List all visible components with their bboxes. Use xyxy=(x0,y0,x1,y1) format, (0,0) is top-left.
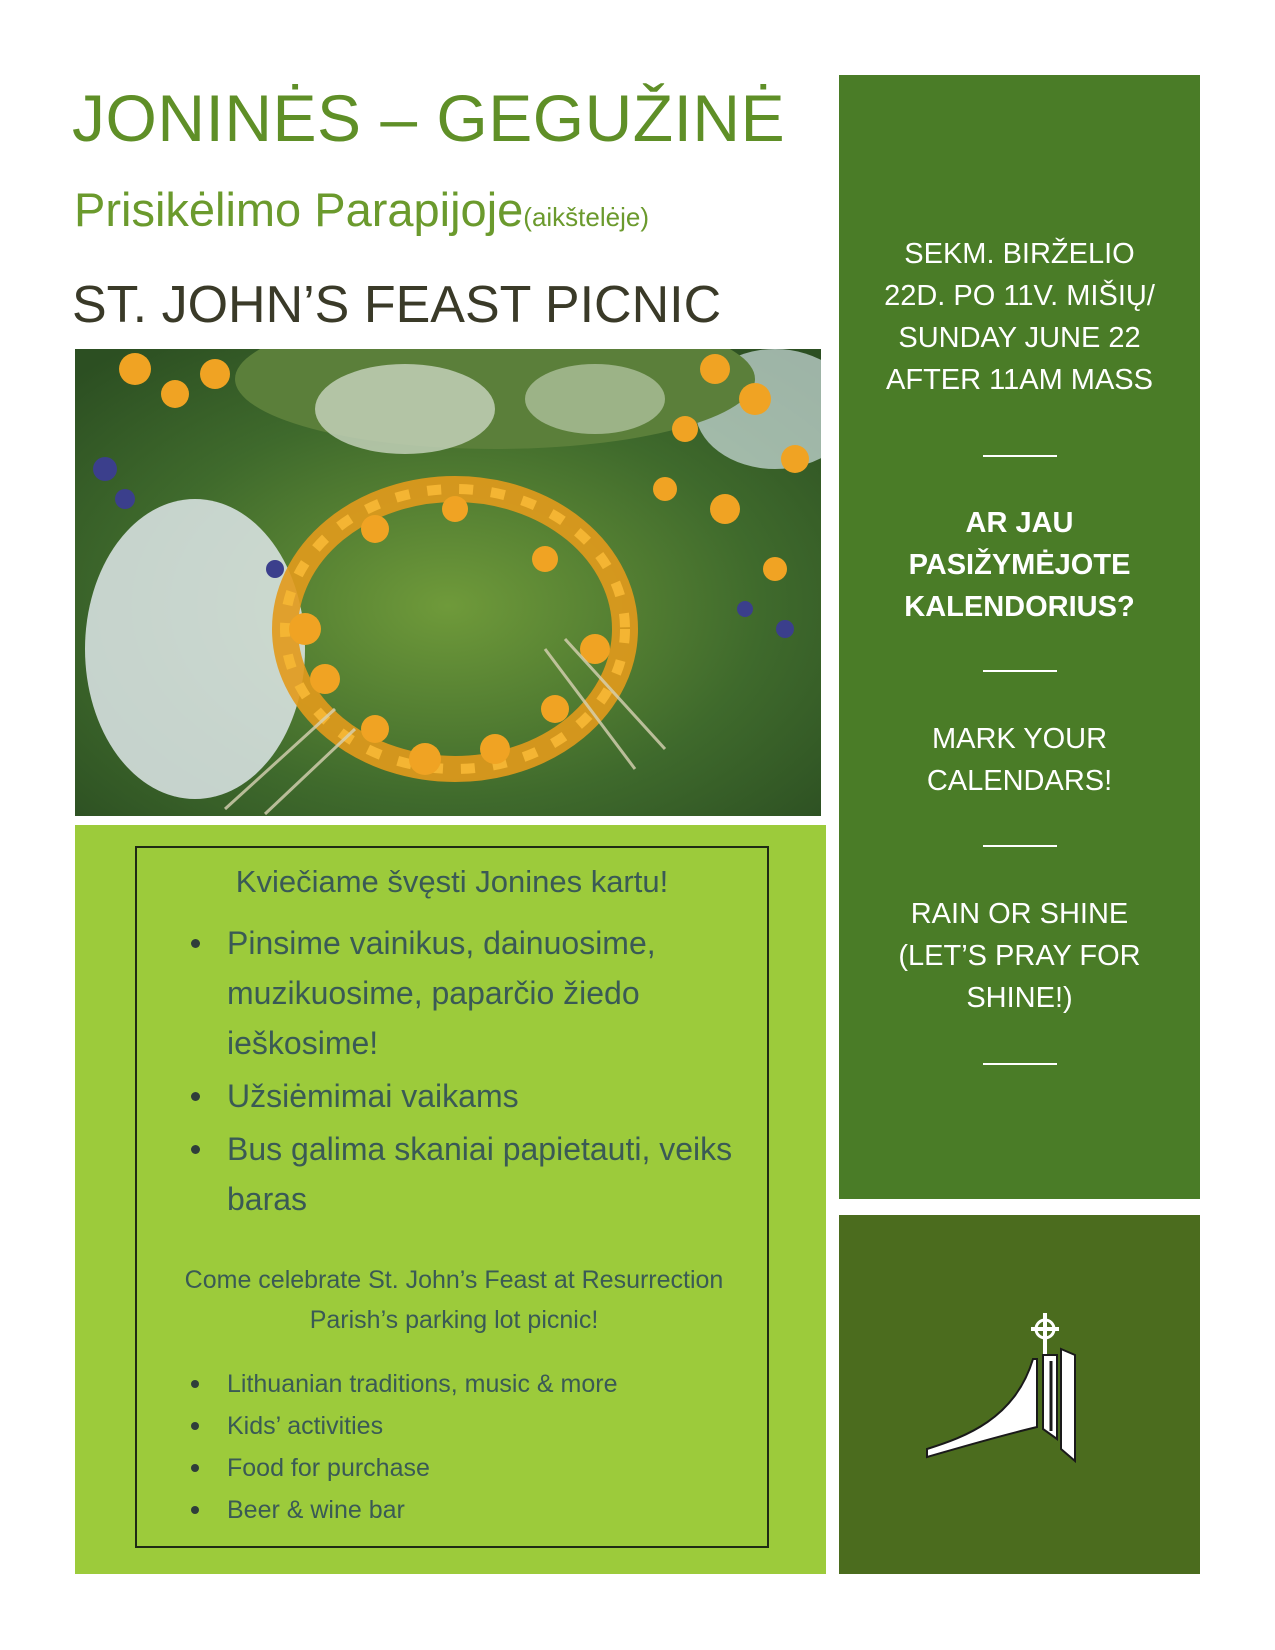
subtitle-location: (aikštelėje) xyxy=(523,202,649,232)
calendar-reminder-en xyxy=(849,718,1190,802)
subtitle-lithuanian xyxy=(74,180,834,247)
parish-logo-panel xyxy=(839,1215,1200,1574)
date-line: SUNDAY JUNE 22 xyxy=(898,322,1141,354)
title-english: ST. JOHN’S FEAST PICNIC xyxy=(72,276,722,334)
invitation-heading-en: Come celebrate St. John’s Feast at Resurrection Parish’s parking lot picnic! xyxy=(184,1266,724,1334)
activities-list-en xyxy=(187,1363,747,1531)
reminder-line: CALENDARS! xyxy=(926,765,1113,797)
weather-note xyxy=(849,893,1190,1019)
calendar-reminder-lt xyxy=(849,502,1190,628)
title-lithuanian: JONINĖS – GEGUŽINĖ xyxy=(72,81,786,155)
church-logo-icon xyxy=(925,1309,1105,1469)
invitation-heading-lt: Kviečiame švęsti Jonines kartu! xyxy=(235,864,669,899)
date-line: 22D. PO 11V. MIŠIŲ/ xyxy=(884,280,1155,312)
divider xyxy=(983,670,1057,672)
weather-line: RAIN OR SHINE xyxy=(910,898,1129,930)
list-item: Užsiėmimai vaikams xyxy=(187,1071,747,1121)
reminder-line: AR JAU xyxy=(965,507,1074,539)
list-item: Kids’ activities xyxy=(187,1405,747,1447)
wreath-illustration xyxy=(75,349,821,816)
event-info-sidebar xyxy=(839,75,1200,1199)
event-date xyxy=(849,233,1190,401)
list-item: Bus galima skaniai papietauti, veiks baras xyxy=(187,1124,747,1224)
flower-wreath-photo xyxy=(75,349,821,816)
invitation-border-box xyxy=(135,846,769,1548)
divider xyxy=(983,455,1057,457)
date-line: SEKM. BIRŽELIO xyxy=(904,238,1135,270)
divider xyxy=(983,1063,1057,1065)
list-item: Lithuanian traditions, music & more xyxy=(187,1363,747,1405)
weather-line: SHINE!) xyxy=(966,982,1073,1014)
invitation-panel xyxy=(75,825,826,1574)
list-item: Food for purchase xyxy=(187,1447,747,1489)
divider xyxy=(983,845,1057,847)
reminder-line: MARK YOUR xyxy=(931,723,1108,755)
date-line: AFTER 11AM MASS xyxy=(886,364,1153,396)
subtitle-main: Prisikėlimo Parapijoje xyxy=(74,183,524,236)
weather-line: (LET’S PRAY FOR xyxy=(898,940,1141,972)
activities-list-lt xyxy=(187,918,747,1227)
reminder-line: KALENDORIUS? xyxy=(904,591,1135,623)
list-item: Pinsime vainikus, dainuosime, muzikuosime, paparčio žiedo ieškosime! xyxy=(187,918,747,1068)
list-item: Beer & wine bar xyxy=(187,1489,747,1531)
reminder-line: PASIŽYMĖJOTE xyxy=(908,549,1131,581)
